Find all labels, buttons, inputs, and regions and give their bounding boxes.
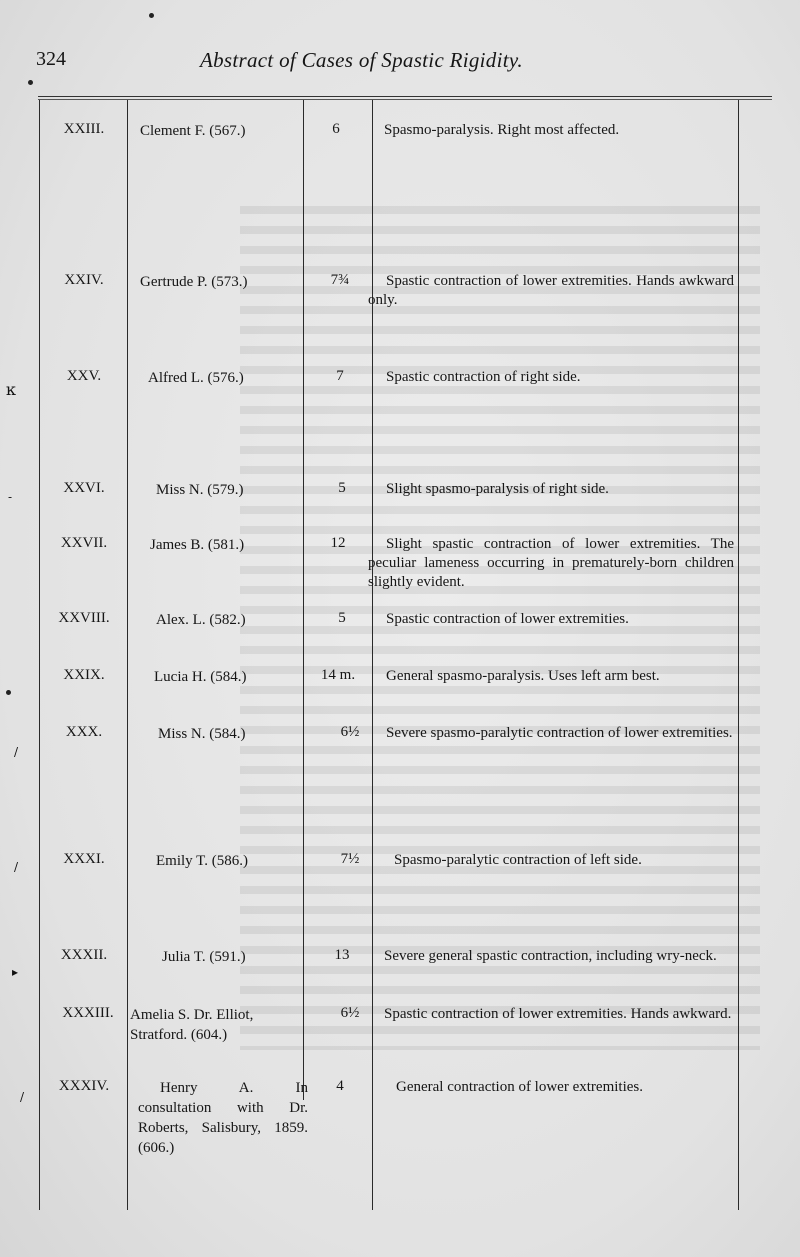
patient-age: 4 <box>336 1078 344 1094</box>
patient-name: Miss N. (579.) <box>156 482 244 498</box>
patient-name: Henry A. In consultation with Dr. Roberts, Salisbury, 1859. (606.) <box>138 1080 308 1156</box>
case-number: XXVII. <box>60 535 108 551</box>
case-number: XXVI. <box>63 480 105 496</box>
patient-age: 6½ <box>340 1005 360 1021</box>
margin-mark: ĸ <box>6 380 16 399</box>
case-description: Slight spastic contraction of lower extremities. The peculiar lameness occurring in prematurely-born children slightly evident. <box>368 536 734 590</box>
case-number: XXIV. <box>64 272 104 288</box>
case-description: Spasmo-paralysis. Right most affected. <box>384 122 620 138</box>
patient-name: Alex. L. (582.) <box>156 612 246 628</box>
page-number: 324 <box>36 48 66 70</box>
patient-name: Julia T. (591.) <box>162 949 246 965</box>
case-number: XXX. <box>65 724 103 740</box>
case-description: Spastic contraction of lower extremities. Hands awkward only. <box>368 273 734 308</box>
patient-name: James B. (581.) <box>150 537 245 553</box>
case-number: XXVIII. <box>58 610 110 626</box>
case-description: General spasmo-paralysis. Uses left arm best. <box>386 668 660 684</box>
patient-age: 13 <box>334 947 350 963</box>
patient-age: 6½ <box>340 724 360 740</box>
patient-age: 12 <box>330 535 346 551</box>
margin-tick: ▸ <box>12 965 19 979</box>
case-description: Spastic contraction of right side. <box>386 369 581 385</box>
case-description: Severe spasmo-paralytic contraction of lower extremities. <box>386 725 733 741</box>
patient-name: Alfred L. (576.) <box>148 370 244 386</box>
case-description: Spastic contraction of lower extremities. Hands awkward. <box>384 1006 732 1022</box>
patient-name: Emily T. (586.) <box>156 853 248 869</box>
case-description: Spastic contraction of lower extremities. <box>386 611 629 627</box>
patient-name: Gertrude P. (573.) <box>140 274 248 290</box>
patient-age: 7¾ <box>330 272 350 288</box>
case-description: Spasmo-paralytic contraction of left side. <box>394 852 642 868</box>
case-number: XXIX. <box>63 667 105 683</box>
case-number: XXXI. <box>63 851 105 867</box>
case-description: General contraction of lower extremities. <box>396 1079 643 1095</box>
patient-name: Amelia S. Dr. Elliot, Stratford. (604.) <box>130 1007 254 1043</box>
case-description: Severe general spastic contraction, including wry-neck. <box>384 948 717 964</box>
patient-name: Lucia H. (584.) <box>154 669 247 685</box>
patient-age: 5 <box>338 610 346 626</box>
case-number: XXV. <box>66 368 102 384</box>
margin-tick: / <box>14 745 19 759</box>
case-number: XXXIII. <box>62 1005 114 1021</box>
patient-name: Clement F. (567.) <box>140 123 246 139</box>
case-description: Slight spasmo-paralysis of right side. <box>386 481 609 497</box>
case-number: XXXIV. <box>58 1078 110 1094</box>
patient-name: Miss N. (584.) <box>158 726 246 742</box>
patient-age: 7 <box>336 368 344 384</box>
margin-tick: / <box>14 860 19 874</box>
case-number: XXIII. <box>63 121 105 137</box>
patient-age: 14 m. <box>320 667 356 683</box>
margin-tick: - <box>8 490 13 504</box>
patient-age: 6 <box>332 121 340 137</box>
patient-age: 5 <box>338 480 346 496</box>
patient-age: 7½ <box>340 851 360 867</box>
case-number: XXXII. <box>60 947 108 963</box>
margin-tick: / <box>20 1090 25 1104</box>
running-title: Abstract of Cases of Spastic Rigidity. <box>200 48 523 72</box>
